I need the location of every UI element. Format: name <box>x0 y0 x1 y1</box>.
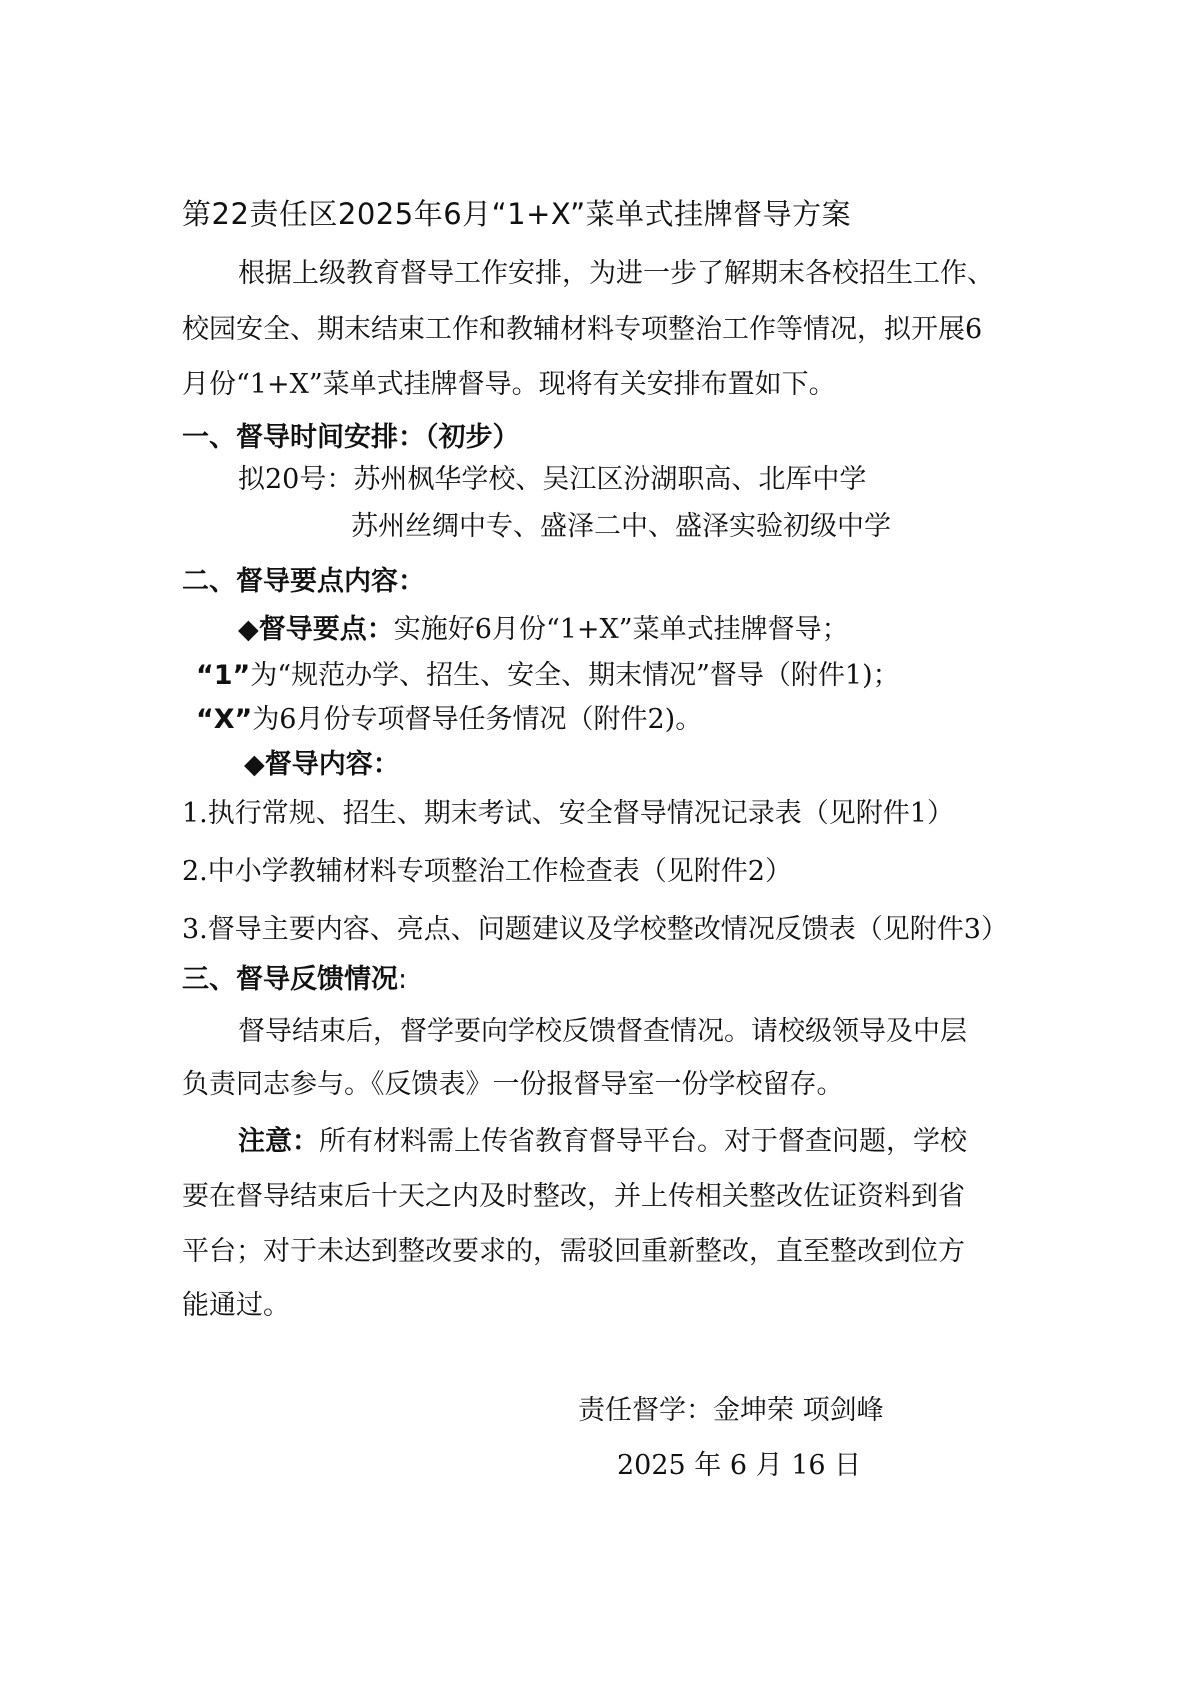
section-3-heading <box>182 963 407 997</box>
signature-date: 2025 年 6 月 16 日 <box>617 1450 862 1481</box>
intro-line-3: 月份“1+X”菜单式挂牌督导。现将有关安排布置如下。 <box>182 369 836 400</box>
content-label: 督导内容： <box>264 749 400 780</box>
one-text: 为“规范办学、招生、安全、期末情况”督导（附件1)； <box>250 660 900 691</box>
feedback-line-1: 督导结束后，督学要向学校反馈督查情况。请校级领导及中层 <box>238 1016 967 1047</box>
note-line-3: 平台；对于未达到整改要求的，需驳回重新整改，直至整改到位方 <box>182 1236 965 1267</box>
content-item-2: 2.中小学教辅材料专项整治工作检查表（见附件2） <box>182 856 792 887</box>
one-label: “1” <box>196 660 251 691</box>
section-3-heading-colon: : <box>398 964 408 995</box>
x-label: “X” <box>196 704 253 735</box>
note-line-2: 要在督导结束后十天之内及时整改，并上传相关整改佐证资料到省 <box>182 1181 965 1212</box>
signature-supervisors: 责任督学：金坤荣 项剑峰 <box>578 1395 884 1426</box>
one-definition-line <box>196 659 900 693</box>
content-item-1: 1.执行常规、招生、期末考试、安全督导情况记录表（见附件1） <box>182 798 954 829</box>
content-heading-line <box>244 748 400 782</box>
key-point-line <box>238 613 849 647</box>
schedule-line-1: 拟20号：苏州枫华学校、吴江区汾湖职高、北厍中学 <box>238 464 867 495</box>
content-item-3: 3.督导主要内容、亮点、问题建议及学校整改情况反馈表（见附件3） <box>182 914 1008 945</box>
feedback-line-2: 负责同志参与。《反馈表》一份报督导室一份学校留存。 <box>182 1069 844 1100</box>
note-line-1 <box>238 1125 967 1159</box>
diamond-bullet-icon: ◆ <box>238 614 259 645</box>
diamond-bullet-icon: ◆ <box>244 749 265 780</box>
note-label: 注意： <box>238 1126 319 1157</box>
key-point-label: 督导要点： <box>258 614 394 645</box>
intro-line-2: 校园安全、期末结束工作和教辅材料专项整治工作等情况，拟开展6 <box>182 314 983 345</box>
schedule-line-2: 苏州丝绸中专、盛泽二中、盛泽实验初级中学 <box>351 511 891 542</box>
section-2-heading: 二、督导要点内容： <box>182 566 425 597</box>
note-line-4: 能通过。 <box>182 1290 290 1321</box>
section-3-heading-text: 三、督导反馈情况 <box>182 964 398 995</box>
note-first-text: 所有材料需上传省教育督导平台。对于督查问题，学校 <box>319 1126 967 1157</box>
x-text: 为6月份专项督导任务情况（附件2)。 <box>252 704 703 735</box>
section-1-heading: 一、督导时间安排：（初步） <box>182 422 520 453</box>
intro-line-1: 根据上级教育督导工作安排，为进一步了解期末各校招生工作、 <box>238 258 994 289</box>
document-title: 第22责任区2025年6月“1+X”菜单式挂牌督导方案 <box>182 197 852 231</box>
x-definition-line <box>196 703 702 737</box>
key-point-text: 实施好6月份“1+X”菜单式挂牌督导； <box>393 614 849 645</box>
